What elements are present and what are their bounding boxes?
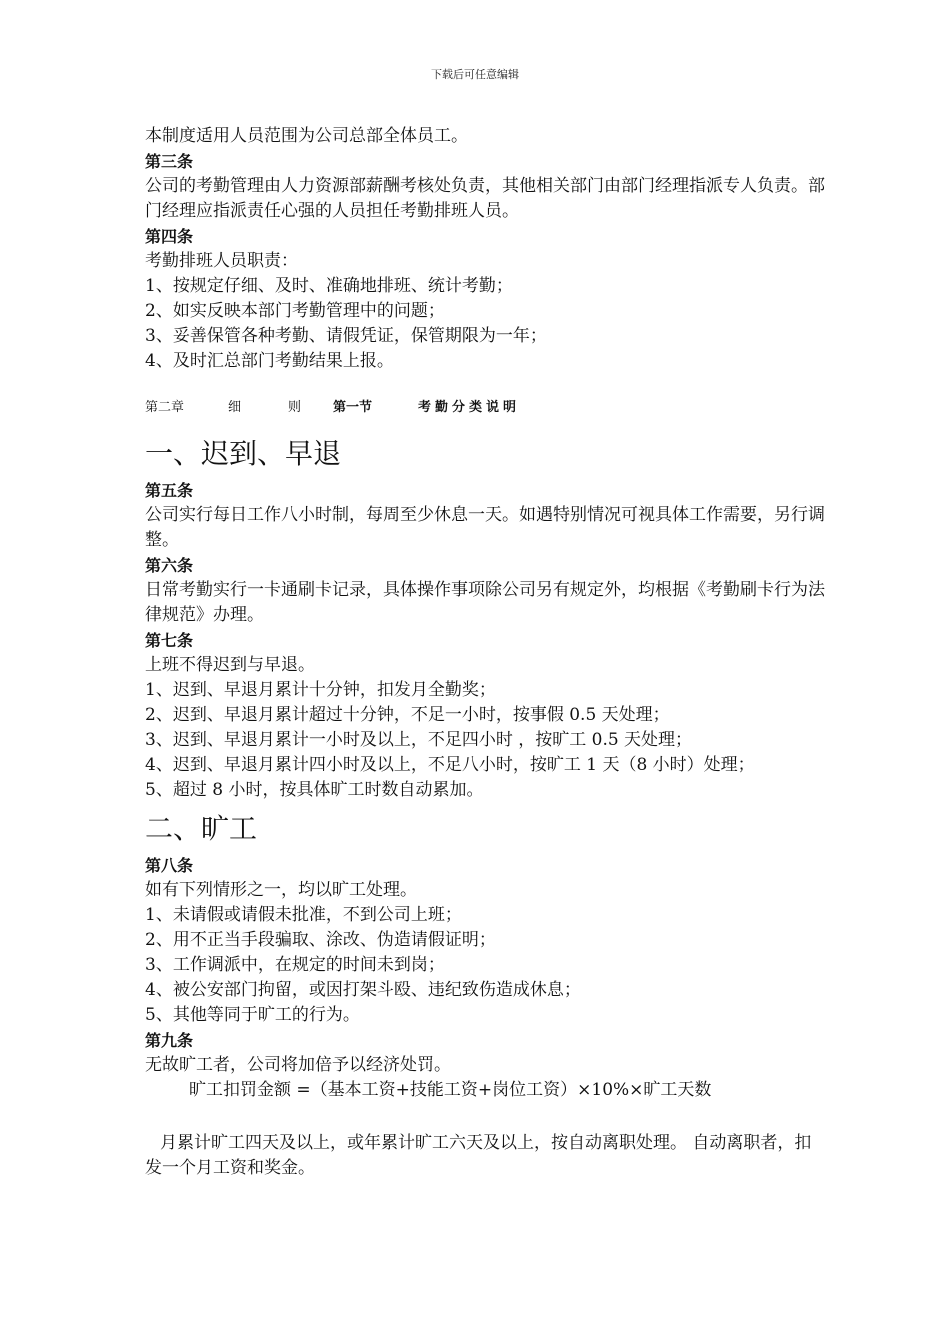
section-1-heading: 一、迟到、早退 bbox=[145, 437, 342, 470]
chapter-word-1: 细 bbox=[228, 400, 242, 415]
list-item: 2、迟到、早退月累计超过十分钟，不足一小时，按事假 0.5 天处理； bbox=[145, 705, 670, 725]
article-7-intro: 上班不得迟到与早退。 bbox=[145, 655, 315, 675]
spacer bbox=[145, 1103, 825, 1131]
article-9-title: 第九条 bbox=[145, 1031, 194, 1050]
list-item: 2、如实反映本部门考勤管理中的问题； bbox=[145, 301, 445, 321]
article-4-title: 第四条 bbox=[145, 227, 194, 246]
scope-text: 本制度适用人员范围为公司总部全体员工。 bbox=[145, 126, 468, 146]
section-title: 考勤分类说明 bbox=[418, 400, 521, 415]
article-8-title: 第八条 bbox=[145, 856, 194, 875]
article-9-text: 无故旷工者，公司将加倍予以经济处罚。 bbox=[145, 1055, 451, 1075]
article-3-text: 公司的考勤管理由人力资源部薪酬考核处负责，其他相关部门由部门经理指派专人负责。部门经理应指派责任心强的人员担任考勤排班人员。 bbox=[145, 176, 825, 221]
list-item: 3、迟到、早退月累计一小时及以上，不足四小时 ，按旷工 0.5 天处理； bbox=[145, 730, 693, 750]
article-8-intro: 如有下列情形之一，均以旷工处理。 bbox=[145, 880, 417, 900]
list-item: 3、妥善保管各种考勤、请假凭证，保管期限为一年； bbox=[145, 326, 547, 346]
list-item: 1、迟到、早退月累计十分钟，扣发月全勤奖； bbox=[145, 680, 496, 700]
article-7-title: 第七条 bbox=[145, 631, 194, 650]
list-item: 1、按规定仔细、及时、准确地排班、统计考勤； bbox=[145, 276, 513, 296]
list-item: 5、超过 8 小时，按具体旷工时数自动累加。 bbox=[145, 780, 484, 800]
article-6-text: 日常考勤实行一卡通刷卡记录，具体操作事项除公司另有规定外，均根据《考勤刷卡行为法律规范》办理。 bbox=[145, 580, 825, 625]
article-6-title: 第六条 bbox=[145, 556, 194, 575]
article-5-title: 第五条 bbox=[145, 481, 194, 500]
document-body bbox=[145, 124, 825, 1181]
article-3-title: 第三条 bbox=[145, 152, 194, 171]
chapter-word-2: 则 bbox=[288, 400, 302, 415]
penalty-formula: 旷工扣罚金额 =（基本工资+技能工资+岗位工资）×10%×旷工天数 bbox=[189, 1080, 712, 1100]
article-5-text: 公司实行每日工作八小时制，每周至少休息一天。如遇特别情况可视具体工作需要，另行调整。 bbox=[145, 505, 825, 550]
final-paragraph: 月累计旷工四天及以上，或年累计旷工六天及以上，按自动离职处理。 自动离职者，扣发一个月工资和奖金。 bbox=[145, 1133, 812, 1178]
section-2-heading: 二、旷工 bbox=[145, 812, 258, 845]
list-item: 4、被公安部门拘留，或因打架斗殴、违纪致伤造成休息； bbox=[145, 980, 581, 1000]
article-4-intro: 考勤排班人员职责： bbox=[145, 251, 298, 271]
list-item: 2、用不正当手段骗取、涂改、伪造请假证明； bbox=[145, 930, 496, 950]
list-item: 4、及时汇总部门考勤结果上报。 bbox=[145, 351, 394, 371]
section-label: 第一节 bbox=[333, 400, 373, 415]
chapter-label: 第二章 bbox=[145, 400, 185, 415]
list-item: 3、工作调派中，在规定的时间未到岗； bbox=[145, 955, 445, 975]
chapter-line bbox=[145, 398, 825, 418]
list-item: 1、未请假或请假未批准，不到公司上班； bbox=[145, 905, 462, 925]
list-item: 5、其他等同于旷工的行为。 bbox=[145, 1005, 360, 1025]
list-item: 4、迟到、早退月累计四小时及以上，不足八小时，按旷工 1 天（8 小时）处理； bbox=[145, 755, 755, 775]
header-note: 下载后可任意编辑 bbox=[431, 68, 519, 81]
